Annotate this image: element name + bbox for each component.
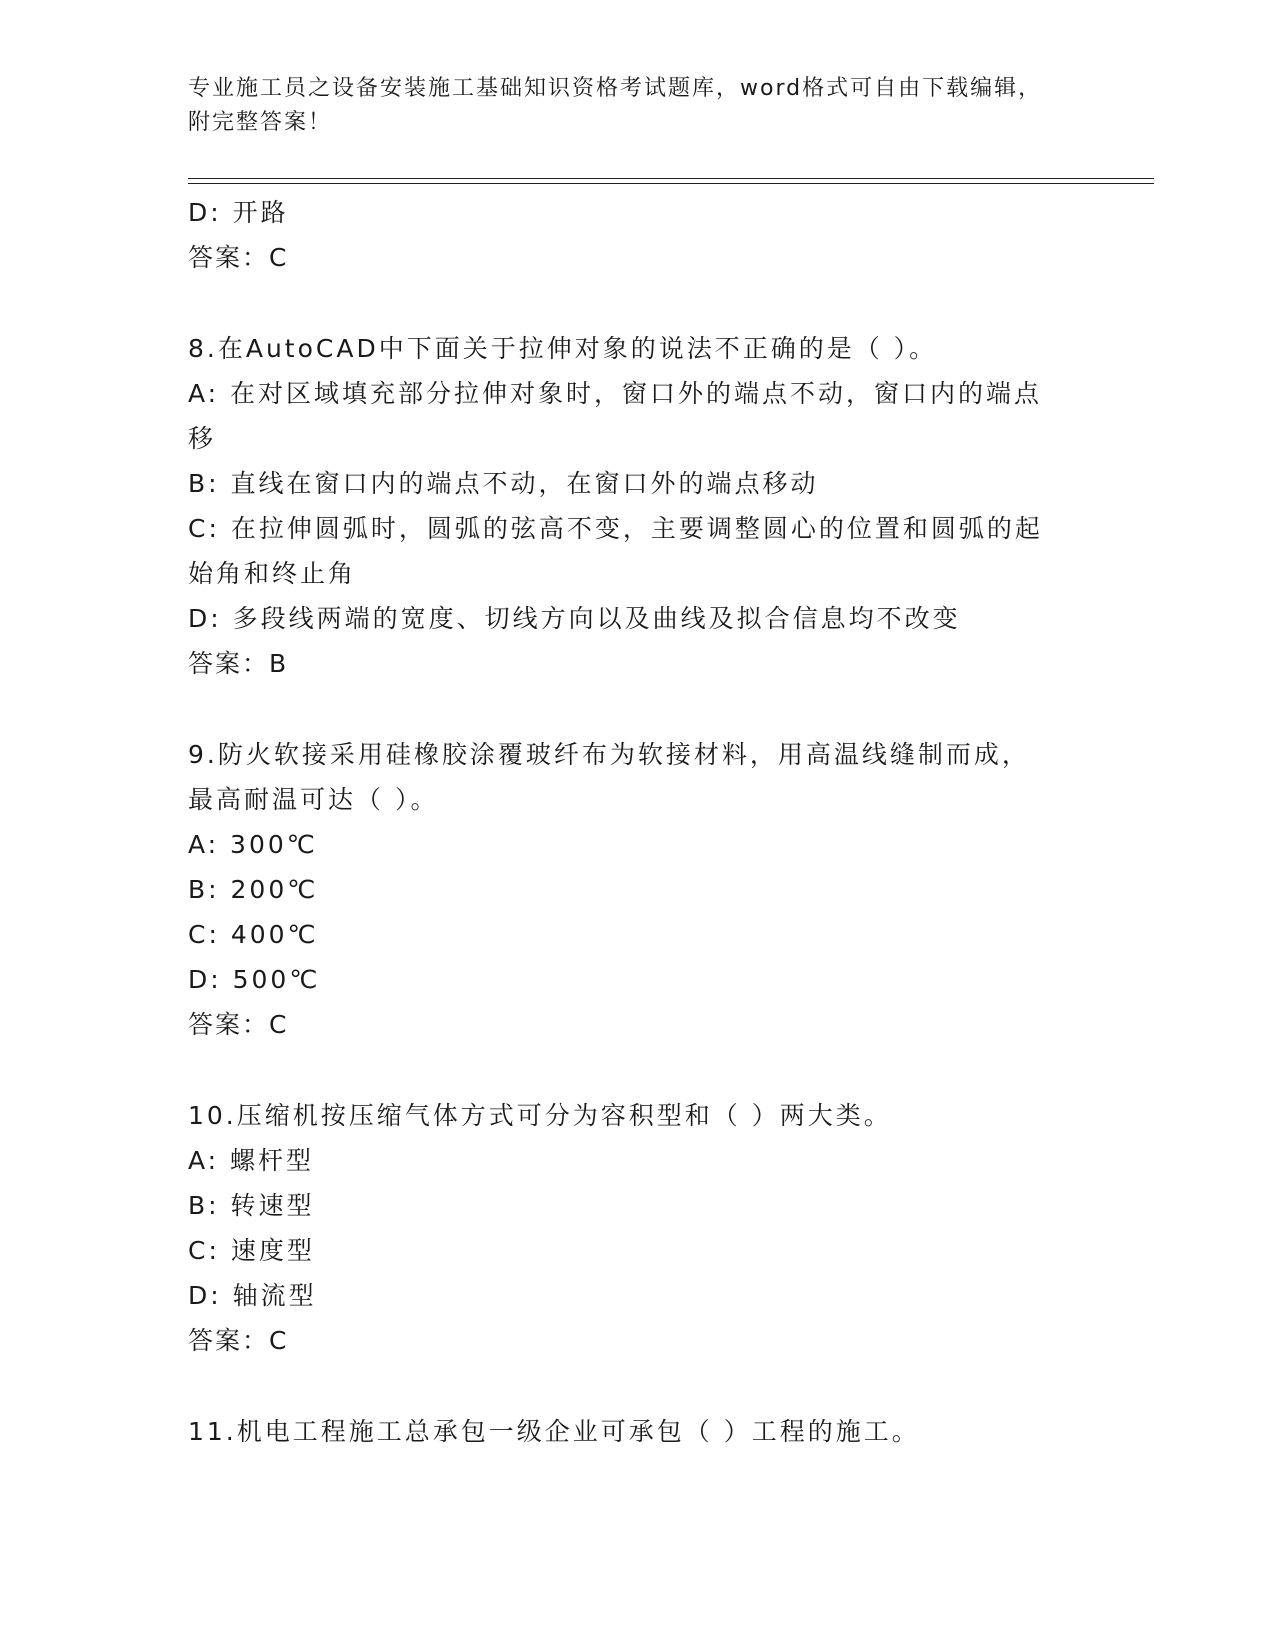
question-10-option-a: A: 螺杆型	[188, 1146, 315, 1175]
header-line-1: 专业施工员之设备安装施工基础知识资格考试题库，word格式可自由下载编辑，	[188, 76, 1043, 101]
question-8-option-c: C: 在拉伸圆弧时，圆弧的弦高不变，主要调整圆心的位置和圆弧的起	[188, 514, 1043, 543]
header-divider-top	[188, 178, 1154, 179]
question-10-option-b: B: 转速型	[188, 1191, 315, 1220]
question-8-option-a: A: 在对区域填充部分拉伸对象时，窗口外的端点不动，窗口内的端点	[188, 379, 1043, 408]
question-9-stem: 9.防火软接采用硅橡胶涂覆玻纤布为软接材料，用高温线缝制而成，	[188, 740, 1030, 769]
question-9-stem-continued: 最高耐温可达（ ）。	[188, 785, 439, 814]
question-8-answer: 答案：B	[188, 649, 289, 678]
question-9	[188, 732, 1088, 1047]
question-7	[188, 190, 1088, 280]
question-8	[188, 326, 1088, 686]
question-11	[188, 1409, 1088, 1454]
question-8-option-d: D: 多段线两端的宽度、切线方向以及曲线及拟合信息均不改变	[188, 604, 961, 633]
question-7-option-d: D: 开路	[188, 198, 289, 227]
question-7-answer: 答案：C	[188, 243, 289, 272]
question-8-option-a-continued: 移	[188, 424, 217, 453]
question-9-option-c: C: 400℃	[188, 920, 319, 949]
question-10-option-c: C: 速度型	[188, 1236, 315, 1265]
question-8-option-b: B: 直线在窗口内的端点不动，在窗口外的端点移动	[188, 469, 819, 498]
question-8-stem: 8.在AutoCAD中下面关于拉伸对象的说法不正确的是（ ）。	[188, 334, 938, 363]
header-line-2: 附完整答案！	[188, 110, 333, 135]
question-9-option-a: A: 300℃	[188, 830, 318, 859]
question-10-stem: 10.压缩机按压缩气体方式可分为容积型和（ ）两大类。	[188, 1101, 892, 1130]
question-9-answer: 答案：C	[188, 1010, 289, 1039]
header-divider-bottom	[188, 183, 1154, 184]
question-11-stem: 11.机电工程施工总承包一级企业可承包（ ）工程的施工。	[188, 1417, 920, 1446]
question-list	[188, 190, 1088, 1454]
question-8-option-c-continued: 始角和终止角	[188, 559, 357, 588]
document-header	[188, 72, 1088, 140]
question-10-option-d: D: 轴流型	[188, 1281, 317, 1310]
question-9-option-b: B: 200℃	[188, 875, 319, 904]
question-10-answer: 答案：C	[188, 1326, 289, 1355]
question-10	[188, 1093, 1088, 1363]
question-9-option-d: D: 500℃	[188, 965, 321, 994]
